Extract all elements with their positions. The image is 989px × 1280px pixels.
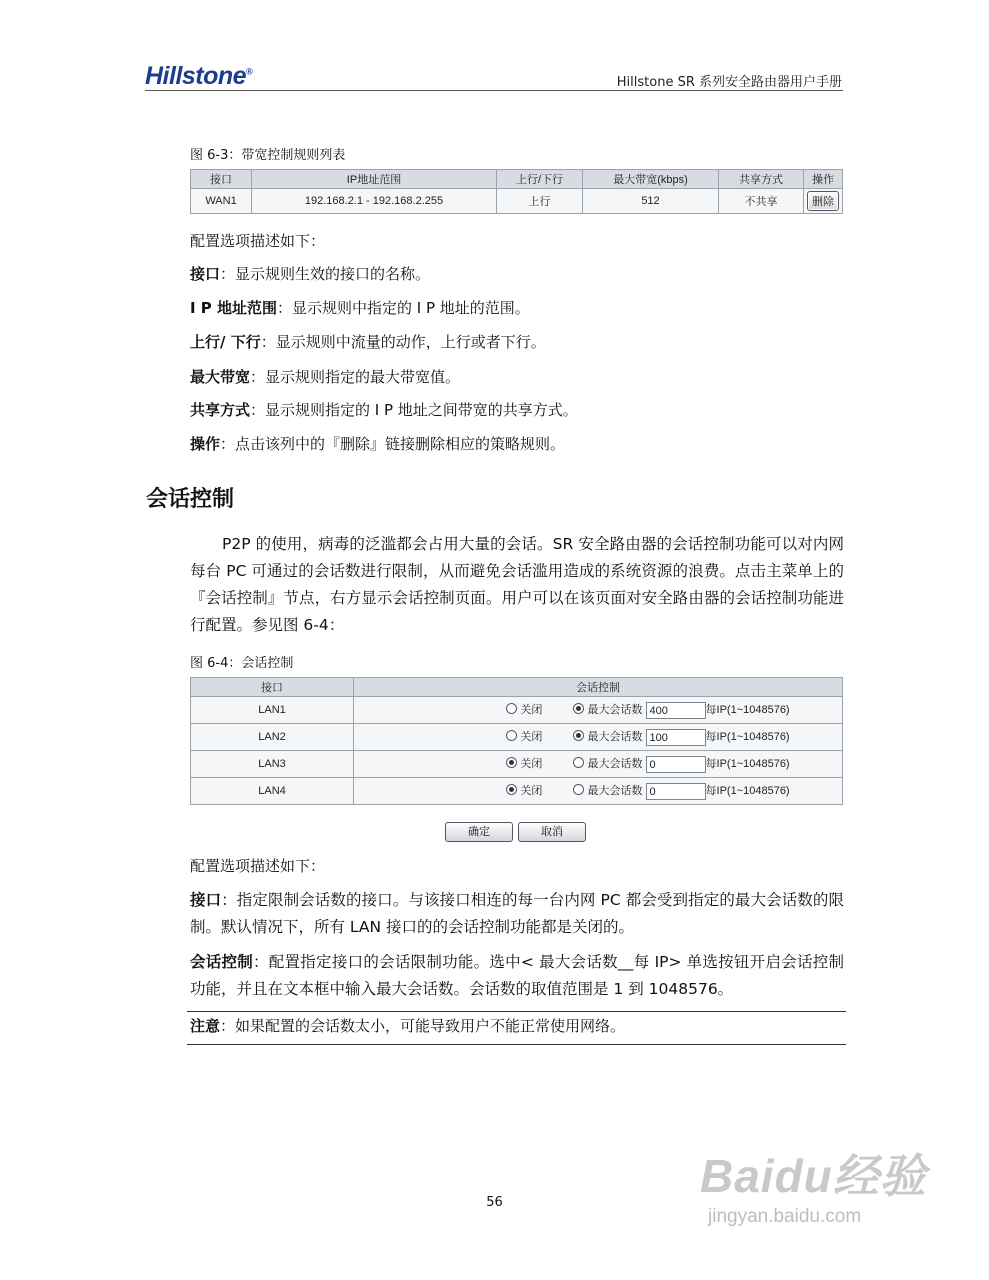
radio-off-label: 关闭: [520, 704, 543, 717]
term: 共享方式: [190, 401, 251, 419]
cell-direction: 上行: [497, 189, 583, 214]
radio-off-option[interactable]: [506, 701, 570, 717]
desc1-item-direction: [190, 329, 844, 355]
table-row: [191, 189, 843, 214]
desc1-item-share-mode: [190, 397, 844, 423]
radio-off-label: 关闭: [520, 785, 543, 798]
cell-session-control: [354, 778, 843, 805]
note-bottom-rule: [187, 1044, 846, 1045]
col-interface: 接口: [191, 170, 252, 189]
definition: ：显示规则指定的 I P 地址之间带宽的共享方式。: [250, 401, 578, 419]
col-share-mode: 共享方式: [719, 170, 804, 189]
term: 会话控制: [190, 953, 254, 971]
cell-ip-range: 192.168.2.1 - 192.168.2.255: [252, 189, 497, 214]
note-top-rule: [187, 1011, 846, 1012]
range-hint: 每IP(1~1048576): [705, 731, 790, 744]
term: 接口: [190, 265, 221, 283]
cell-interface: LAN3: [191, 751, 354, 778]
radio-max-label: 最大会话数: [587, 785, 643, 798]
cell-max-bandwidth: 512: [583, 189, 719, 214]
cell-interface: LAN4: [191, 778, 354, 805]
radio-max[interactable]: [573, 784, 584, 795]
term: 上行/ 下行: [190, 333, 261, 351]
term: 操作: [190, 435, 221, 453]
definition: ：显示规则中流量的动作，上行或者下行。: [260, 333, 546, 351]
desc1-item-interface: [190, 261, 844, 287]
cell-interface: LAN1: [191, 697, 354, 724]
definition: ：指定限制会话数的接口。与该接口相连的每一台内网 PC 都会受到指定的最大会话数的限制。默认情况下，所有 LAN 接口的的会话控制功能都是关闭的。: [190, 891, 844, 936]
table-row: [191, 724, 843, 751]
bandwidth-rule-table: [190, 169, 843, 214]
term: 接口: [190, 891, 222, 909]
col-direction: 上行/下行: [497, 170, 583, 189]
watermark-url: jingyan.baidu.com: [708, 1206, 862, 1227]
definition: ：点击该列中的『删除』链接删除相应的策略规则。: [220, 435, 566, 453]
cell-session-control: [354, 697, 843, 724]
max-session-input[interactable]: 0: [646, 783, 706, 800]
definition: ：配置指定接口的会话限制功能。选中< 最大会话数__每 IP> 单选按钮开启会话控制功能，并且在文本框中输入最大会话数。会话数的取值范围是 1 到 1048576。: [190, 953, 844, 998]
max-session-input[interactable]: 100: [646, 729, 706, 746]
col-action: 操作: [804, 170, 843, 189]
table-header-row: [191, 170, 843, 189]
range-hint: 每IP(1~1048576): [705, 785, 790, 798]
radio-max-option[interactable]: [573, 701, 642, 717]
radio-max-option[interactable]: [573, 782, 642, 798]
radio-off-option[interactable]: [506, 755, 570, 771]
figure-6-4-caption: 图 6-4：会话控制: [190, 656, 294, 671]
cell-share-mode: 不共享: [719, 189, 804, 214]
definition: ：显示规则指定的最大带宽值。: [250, 368, 461, 386]
cell-action: [804, 189, 843, 214]
max-session-input[interactable]: 400: [646, 702, 706, 719]
cell-session-control: [354, 724, 843, 751]
definition: ：显示规则生效的接口的名称。: [220, 265, 431, 283]
ok-button[interactable]: 确定: [445, 822, 513, 842]
max-session-input[interactable]: 0: [646, 756, 706, 773]
radio-off[interactable]: [506, 703, 517, 714]
range-hint: 每IP(1~1048576): [705, 758, 790, 771]
desc1-item-action: [190, 431, 844, 457]
desc2-item-interface: [190, 887, 844, 941]
note-text: ：如果配置的会话数太小，可能导致用户不能正常使用网络。: [220, 1017, 626, 1035]
table-row: [191, 751, 843, 778]
col-max-bandwidth: 最大带宽(kbps): [583, 170, 719, 189]
radio-off[interactable]: [506, 730, 517, 741]
cell-interface: LAN2: [191, 724, 354, 751]
range-hint: 每IP(1~1048576): [705, 704, 790, 717]
desc1-item-max-bandwidth: [190, 364, 844, 390]
cancel-button[interactable]: 取消: [518, 822, 586, 842]
desc1-intro: 配置选项描述如下：: [190, 232, 326, 250]
term: 最大带宽: [190, 368, 251, 386]
table-row: [191, 778, 843, 805]
header-title: Hillstone SR 系列安全路由器用户手册: [616, 75, 842, 90]
radio-max[interactable]: [573, 757, 584, 768]
col-ip-range: IP地址范围: [252, 170, 497, 189]
delete-button[interactable]: 删除: [807, 191, 839, 211]
col-interface: 接口: [191, 678, 354, 697]
radio-max-label: 最大会话数: [587, 731, 643, 744]
section-title: 会话控制: [146, 487, 235, 512]
radio-off-label: 关闭: [520, 758, 543, 771]
figure-6-3-caption: 图 6-3：带宽控制规则列表: [190, 148, 346, 163]
definition: ：显示规则中指定的 I P 地址的范围。: [277, 299, 530, 317]
section-paragraph: P2P 的使用，病毒的泛滥都会占用大量的会话。SR 安全路由器的会话控制功能可以对内网每台 PC 可通过的会话数进行限制，从而避免会话滥用造成的系统资源的浪费。点击主菜单上的『会话控制』节点，右方显示会话控制页面。用户可以在该页面对安全路由器的会话控制功能进行配置。参见图 6-4：: [190, 535, 844, 634]
radio-max[interactable]: [573, 730, 584, 741]
watermark-logo: Baidu经验: [700, 1150, 927, 1202]
radio-off[interactable]: [506, 757, 517, 768]
radio-off-option[interactable]: [506, 782, 570, 798]
cell-interface: WAN1: [191, 189, 252, 214]
radio-off-option[interactable]: [506, 728, 570, 744]
radio-max-label: 最大会话数: [587, 758, 643, 771]
desc2-intro: 配置选项描述如下：: [190, 857, 326, 875]
radio-max-label: 最大会话数: [587, 704, 643, 717]
cell-session-control: [354, 751, 843, 778]
table-header-row: [191, 678, 843, 697]
table-row: [191, 697, 843, 724]
radio-max-option[interactable]: [573, 728, 642, 744]
header-divider: [145, 90, 843, 91]
radio-off[interactable]: [506, 784, 517, 795]
col-session-control: 会话控制: [354, 678, 843, 697]
note-term: 注意: [190, 1017, 221, 1035]
term: I P 地址范围: [190, 299, 278, 317]
radio-off-label: 关闭: [520, 731, 543, 744]
radio-max[interactable]: [573, 703, 584, 714]
session-control-table: [190, 677, 843, 805]
note: [190, 1013, 844, 1039]
radio-max-option[interactable]: [573, 755, 642, 771]
desc1-item-ip-range: [190, 295, 844, 321]
watermark: [700, 1140, 927, 1228]
page-number: 56: [486, 1195, 503, 1210]
hillstone-logo: Hillstone®: [145, 62, 253, 90]
desc2-item-session-control: [190, 949, 844, 1003]
